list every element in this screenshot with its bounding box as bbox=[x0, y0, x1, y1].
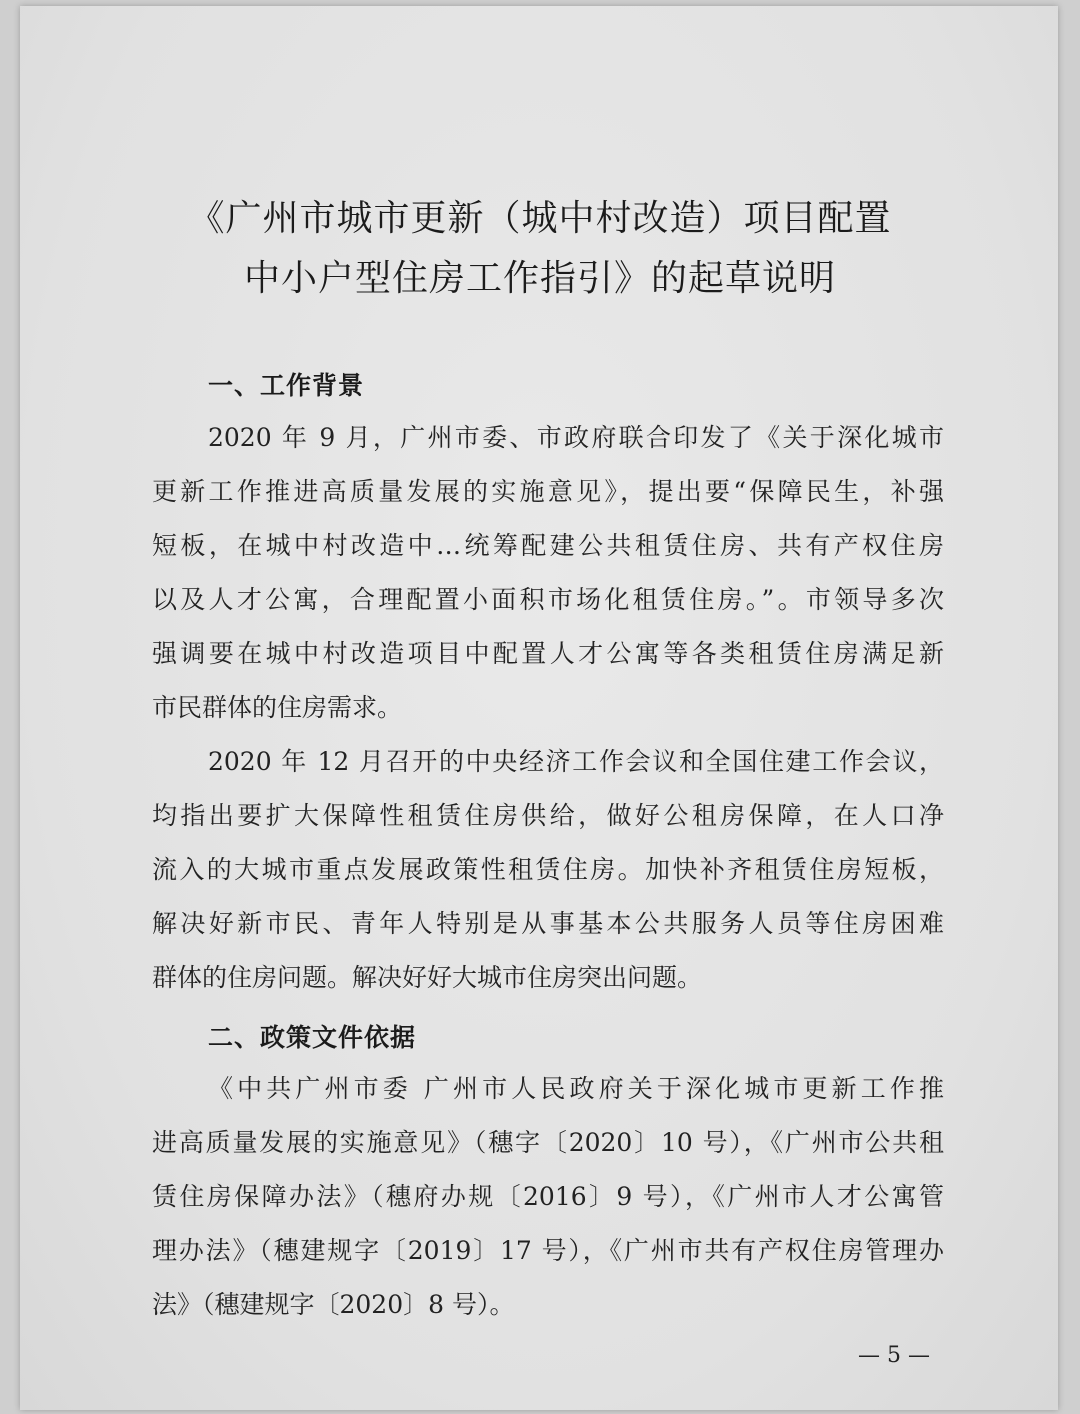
paragraph-line: 均指出要扩大保障性租赁住房供给，做好公租房保障，在人口净 bbox=[152, 801, 944, 830]
section-heading-policy-basis: 二、政策文件依据 bbox=[208, 1023, 417, 1052]
paragraph-line: 进高质量发展的实施意见》（穗字〔2020〕10 号），《广州市公共租 bbox=[152, 1128, 944, 1157]
paragraph-line: 《中共广州市委 广州市人民政府关于深化城市更新工作推 bbox=[208, 1074, 944, 1103]
paragraph-line: 短板，在城中村改造中…统筹配建公共租赁住房、共有产权住房 bbox=[152, 531, 944, 560]
paragraph-line: 解决好新市民、青年人特别是从事基本公共服务人员等住房困难 bbox=[152, 909, 944, 938]
paragraph-line: 市民群体的住房需求。 bbox=[152, 693, 403, 722]
document-title-line-2: 中小户型住房工作指引》的起草说明 bbox=[243, 258, 836, 299]
paragraph-line: 2020 年 9 月，广州市委、市政府联合印发了《关于深化城市 bbox=[208, 423, 944, 452]
paragraph-line: 以及人才公寓，合理配置小面积市场化租赁住房。”。市领导多次 bbox=[152, 585, 944, 614]
paragraph-line: 强调要在城中村改造项目中配置人才公寓等各类租赁住房满足新 bbox=[152, 639, 944, 668]
paragraph-line: 理办法》（穗建规字〔2019〕17 号），《广州市共有产权住房管理办 bbox=[152, 1236, 944, 1265]
paragraph-line: 赁住房保障办法》（穗府办规〔2016〕9 号），《广州市人才公寓管 bbox=[152, 1182, 944, 1211]
page-number: — 5 — bbox=[858, 1343, 930, 1368]
document-title-line-1: 《广州市城市更新（城中村改造）项目配置 bbox=[188, 198, 892, 239]
paragraph-line: 群体的住房问题。解决好好大城市住房突出问题。 bbox=[152, 963, 703, 992]
paragraph-line: 法》（穗建规字〔2020〕8 号）。 bbox=[152, 1290, 515, 1319]
paragraph-line: 2020 年 12 月召开的中央经济工作会议和全国住建工作会议， bbox=[208, 747, 944, 776]
paragraph-line: 流入的大城市重点发展政策性租赁住房。加快补齐租赁住房短板， bbox=[152, 855, 944, 884]
section-heading-background: 一、工作背景 bbox=[208, 371, 365, 400]
paragraph-line: 更新工作推进高质量发展的实施意见》，提出要“保障民生，补强 bbox=[152, 477, 944, 506]
